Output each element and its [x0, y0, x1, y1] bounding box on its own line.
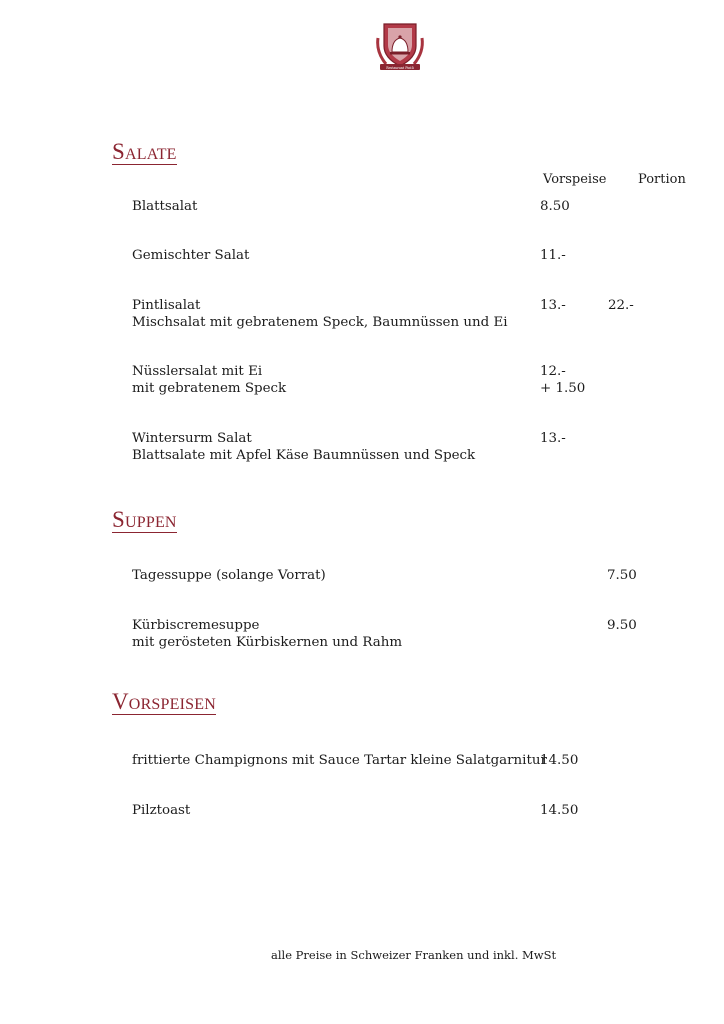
menu-item-price: 9.50 — [607, 618, 637, 633]
menu-item-name: frittierte Champignons mit Sauce Tartar kleine Salatgarnitur — [132, 753, 547, 768]
section-title-vorspeisen: Vorspeisen — [112, 689, 216, 714]
menu-item-price-vorspeise: 12.- — [540, 364, 566, 379]
menu-item-price: 14.50 — [540, 803, 579, 818]
menu-item-name: Kürbiscremesuppe — [132, 618, 260, 633]
menu-item-price-portion: 22.- — [608, 298, 634, 313]
menu-item-price-vorspeise: 13.- — [540, 431, 566, 446]
menu-item-description: mit gebratenem Speck — [132, 381, 287, 396]
menu-item-name: Blattsalat — [132, 199, 198, 214]
column-header-vorspeise: Vorspeise — [543, 172, 607, 187]
menu-item-name: Wintersurm Salat — [132, 431, 252, 446]
menu-item-description: Blattsalate mit Apfel Käse Baumnüssen und Speck — [132, 448, 476, 463]
menu-item-price-vorspeise: 13.- — [540, 298, 566, 313]
menu-item-name: Pilztoast — [132, 803, 191, 818]
menu-item-name: Nüsslersalat mit Ei — [132, 364, 263, 379]
menu-item-description: mit gerösteten Kürbiskernen und Rahm — [132, 635, 403, 650]
menu-item-name: Pintlisalat — [132, 298, 201, 313]
menu-item-name: Tagessuppe (solange Vorrat) — [132, 568, 326, 583]
menu-item-name: Gemischter Salat — [132, 248, 250, 263]
section-title-salate: Salate — [112, 139, 177, 164]
column-header-portion: Portion — [638, 172, 686, 187]
menu-item-description: Mischsalat mit gebratenem Speck, Baumnüssen und Ei — [132, 315, 508, 330]
menu-item-price-vorspeise: 11.- — [540, 248, 566, 263]
logo-banner-text: Restaurant Pintli — [386, 65, 414, 70]
price-note-footer: alle Preise in Schweizer Franken und inkl. MwSt — [271, 948, 557, 962]
restaurant-crest-logo-icon — [374, 18, 426, 74]
section-title-suppen: Suppen — [112, 507, 177, 532]
menu-item-price: 7.50 — [607, 568, 637, 583]
menu-item-price: 14.50 — [540, 753, 579, 768]
menu-item-price-extra: + 1.50 — [540, 381, 586, 396]
menu-item-price-vorspeise: 8.50 — [540, 199, 570, 214]
